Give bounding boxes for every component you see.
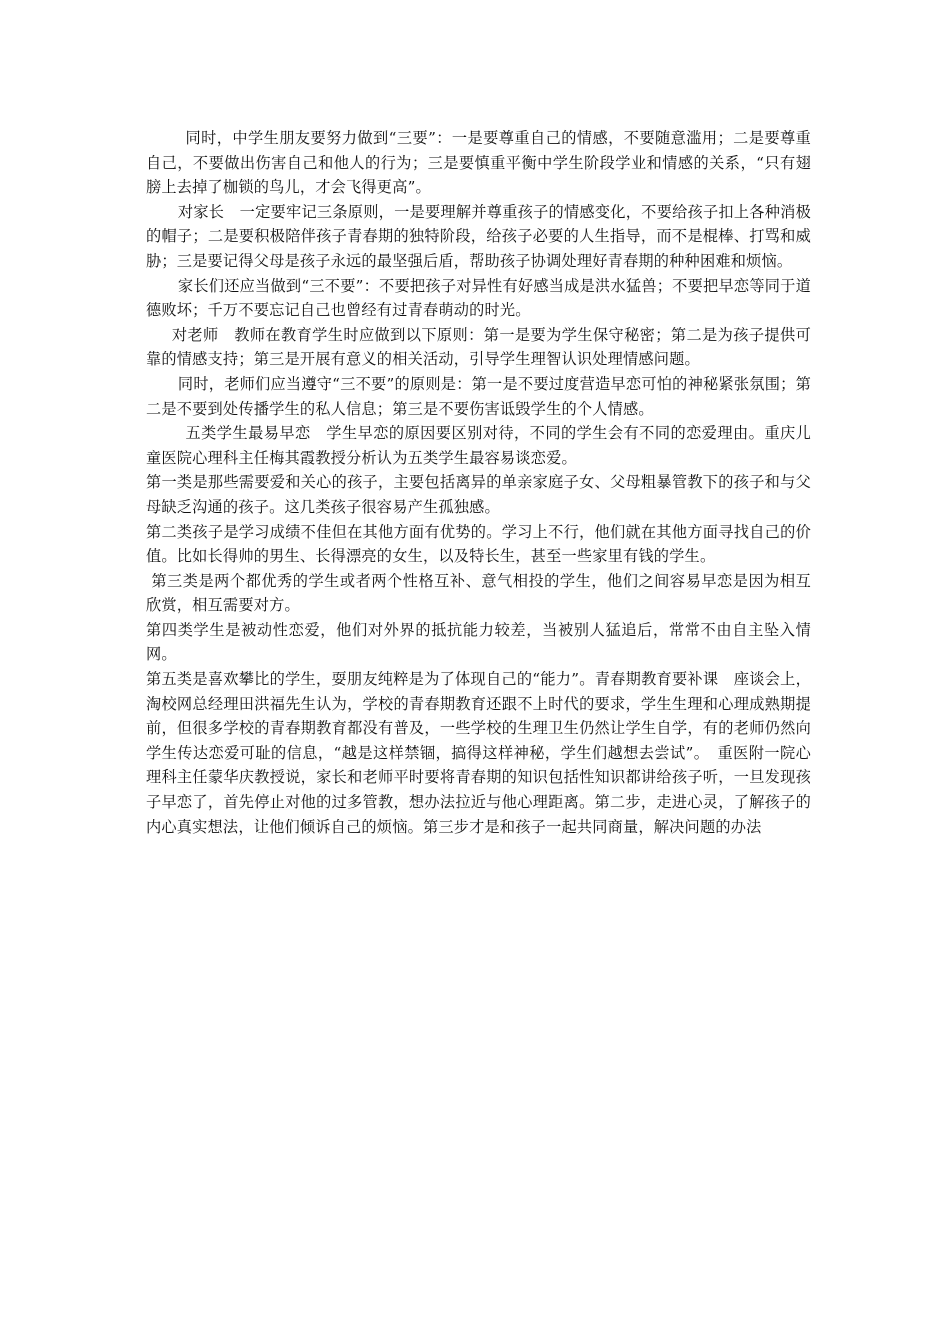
paragraph-parents-three-donts: 家长们还应当做到“三不要”：不要把孩子对异性有好感当成是洪水猛兽；不要把早恋等同于道德败坏；千万不要忘记自己也曾经有过青春萌动的时光。 [146,276,811,320]
paragraph-type-four: 第四类学生是被动性恋爱，他们对外界的抵抗能力较差，当被别人猛追后，常常不由自主坠入情网。 [146,620,811,664]
paragraph-type-three: 第三类是两个都优秀的学生或者两个性格互补、意气相投的学生，他们之间容易早恋是因为相互欣赏，相互需要对方。 [146,571,811,615]
paragraph-teachers-principles: 对老师 教师在教育学生时应做到以下原则：第一是要为学生保守秘密；第二是为孩子提供可靠的情感支持；第三是开展有意义的相关活动，引导学生理智认识处理情感问题。 [146,325,811,369]
paragraph-teachers-three-donts: 同时，老师们应当遵守“三不要”的原则是：第一是不要过度营造早恋可怕的神秘紧张氛围；第二是不要到处传播学生的私人信息；第三是不要伤害诋毁学生的个人情感。 [146,374,811,418]
paragraph-type-five-and-education: 第五类是喜欢攀比的学生，耍朋友纯粹是为了体现自己的“能力”。青春期教育要补课 座谈会上，淘校网总经理田洪福先生认为，学校的青春期教育还跟不上时代的要求，学生生理和心理成熟期提前，但很多学校的青春期教育都没有普及，一些学校的生理卫生仍然让学生自学，有的老师仍然向学生传达恋爱可耻的信息，“越是这样禁锢，搞得这样神秘，学生们越想去尝试”。 重医附一院心理科主任蒙华庆教授说，家长和老师平时要将青春期的知识包括性知识都讲给孩子听，一旦发现孩子早恋了，首先停止对他的过多管教，想办法拉近与他心理距离。第二步，走进心灵，了解孩子的内心真实想法，让他们倾诉自己的烦恼。第三步才是和孩子一起共同商量，解决问题的办法 [146,670,811,836]
paragraph-five-types-intro: 五类学生最易早恋 学生早恋的原因要区别对待，不同的学生会有不同的恋爱理由。重庆儿童医院心理科主任梅其霞教授分析认为五类学生最容易谈恋爱。 [146,424,811,467]
paragraph-students-three-musts: 同时，中学生朋友要努力做到“三要”：一是要尊重自己的情感，不要随意滥用；二是要尊重自己，不要做出伤害自己和他人的行为；三是要慎重平衡中学生阶段学业和情感的关系，“只有翅膀上去掉了枷锁的鸟儿，才会飞得更高”。 [146,129,811,197]
paragraph-parents-principles: 对家长 一定要牢记三条原则，一是要理解并尊重孩子的情感变化，不要给孩子扣上各种消极的帽子；二是要积极陪伴孩子青春期的独特阶段，给孩子必要的人生指导，而不是棍棒、打骂和威胁；三是要记得父母是孩子永远的最坚强后盾，帮助孩子协调处理好青春期的种种困难和烦恼。 [146,202,811,270]
paragraph-type-two: 第二类孩子是学习成绩不佳但在其他方面有优势的。学习上不行，他们就在其他方面寻找自己的价值。比如长得帅的男生、长得漂亮的女生，以及特长生，甚至一些家里有钱的学生。 [146,522,811,566]
document-body [146,126,811,839]
paragraph-type-one: 第一类是那些需要爱和关心的孩子，主要包括离异的单亲家庭子女、父母粗暴管教下的孩子和与父母缺乏沟通的孩子。这几类孩子很容易产生孤独感。 [146,473,811,516]
